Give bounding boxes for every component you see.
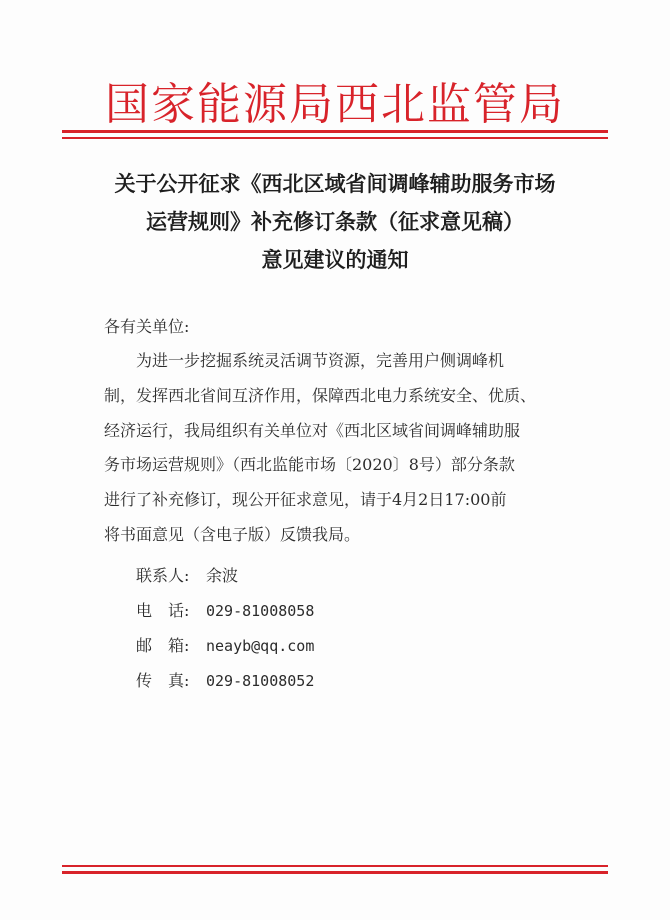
title-line: 关于公开征求《西北区域省间调峰辅助服务市场: [114, 171, 556, 196]
letterhead-rule-thin: [62, 137, 608, 139]
letterhead-rule-thick: [62, 130, 608, 133]
contact-label: 电 话:: [136, 601, 190, 620]
contact-phone: [136, 598, 314, 621]
title-line: 意见建议的通知: [261, 247, 409, 272]
contact-value: neayb@qq.com: [206, 637, 315, 655]
contact-email: [136, 633, 314, 656]
paragraph-line: 务市场运营规则》（西北监能市场〔2020〕8号）部分条款: [104, 455, 515, 475]
body-paragraph: [104, 344, 574, 553]
contact-value: 余波: [206, 566, 239, 585]
contact-label: 联系人:: [136, 566, 190, 585]
document-title: [60, 165, 610, 279]
paragraph-line: 经济运行，我局组织有关单位对《西北区域省间调峰辅助服: [104, 420, 521, 440]
paragraph-line: 将书面意见（含电子版）反馈我局。: [104, 524, 361, 544]
title-line: 运营规则》补充修订条款（征求意见稿）: [146, 209, 524, 234]
footer-rule-thin: [62, 865, 608, 867]
paragraph-line: 制，发挥西北省间互济作用，保障西北电力系统安全、优质、: [104, 385, 537, 405]
contact-value: 029-81008058: [206, 602, 315, 620]
contact-value: 029-81008052: [206, 672, 315, 690]
org-letterhead: 国家能源局西北监管局: [105, 79, 565, 130]
salutation: 各有关单位:: [104, 317, 190, 336]
paragraph-line: 进行了补充修订，现公开征求意见，请于4月2日17:00前: [104, 490, 507, 510]
paragraph-line: 为进一步挖掘系统灵活调节资源，完善用户侧调峰机: [136, 351, 505, 370]
contact-label: 邮 箱:: [136, 636, 190, 655]
contact-person: [136, 563, 238, 586]
footer-rule-thick: [62, 871, 608, 874]
contact-fax: [136, 668, 314, 691]
contact-label: 传 真:: [136, 671, 190, 690]
